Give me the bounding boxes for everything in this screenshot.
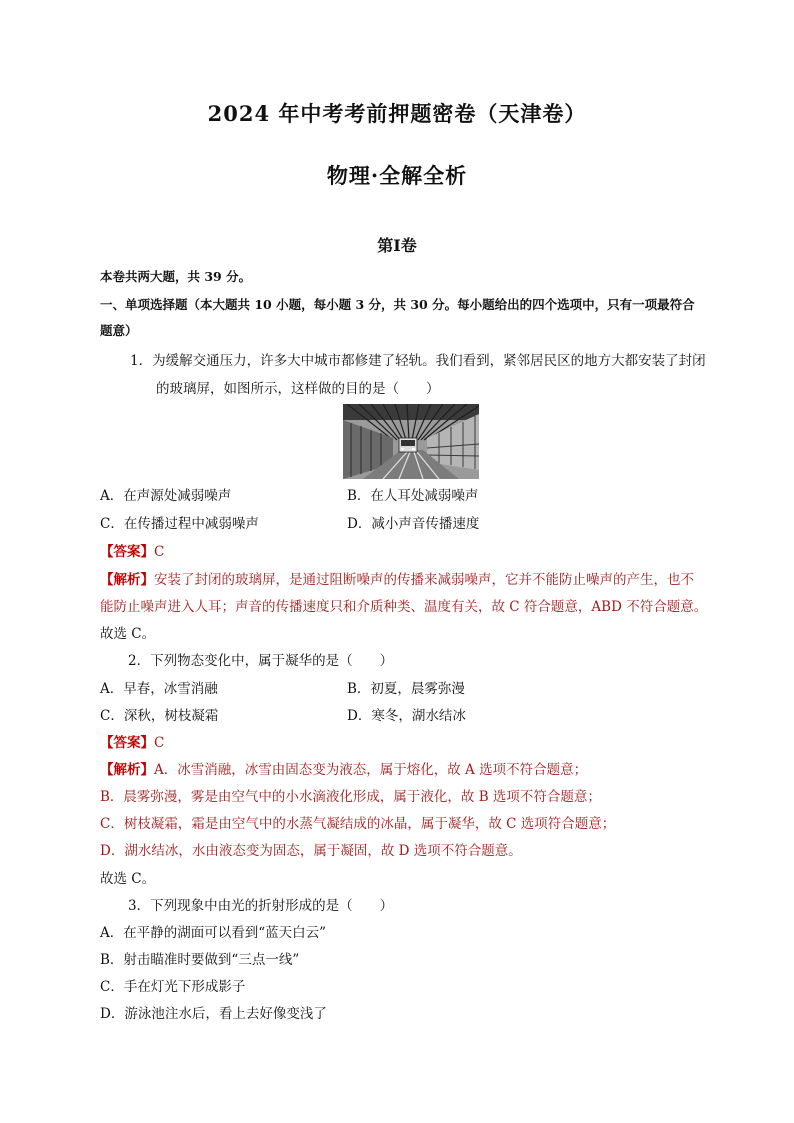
- analysis-label: 【解析】: [100, 762, 154, 778]
- page-title: 2024 年中考考前押题密卷（天津卷）: [207, 101, 587, 126]
- q2-answer: [100, 734, 164, 752]
- q3-option-b: B．射击瞄准时要做到“三点一线”: [100, 952, 300, 968]
- analysis-text: A．冰雪消融，冰雪由固态变为液态，属于熔化，故 A 选项不符合题意；: [154, 762, 588, 778]
- q3-option-a: A．在平静的湖面可以看到“蓝天白云”: [100, 925, 327, 941]
- q2-analysis-line2: B．晨雾弥漫，雾是由空气中的小水滴液化形成，属于液化，故 B 选项不符合题意；: [100, 789, 601, 805]
- q1-conclusion: 故选 C。: [100, 626, 156, 642]
- q2-conclusion: 故选 C。: [100, 871, 156, 887]
- paper-summary: 本卷共两大题，共 39 分。: [100, 269, 252, 284]
- answer-value: C: [154, 544, 165, 560]
- q2-stem: 2．下列物态变化中，属于凝华的是（ ）: [128, 653, 394, 669]
- q2-option-d: D．寒冬，湖水结冰: [347, 708, 466, 724]
- volume-heading: 第Ⅰ卷: [377, 236, 417, 255]
- analysis-text: 安装了封闭的玻璃屏，是通过阻断噪声的传播来减弱噪声，它并不能防止噪声的产生，也不: [154, 572, 694, 588]
- q2-analysis-line3: C．树枝凝霜，霜是由空气中的水蒸气凝结成的冰晶，属于凝华，故 C 选项符合题意；: [100, 816, 616, 832]
- section-heading-line1: 一、单项选择题（本大题共 10 小题，每小题 3 分，共 30 分。每小题给出的四个选项中，只有一项最符合: [100, 297, 695, 312]
- q1-answer: [100, 543, 164, 561]
- q3-stem: 3．下列现象中由光的折射形成的是（ ）: [128, 898, 394, 914]
- answer-label: 【答案】: [100, 544, 154, 560]
- q3-option-c: C．手在灯光下形成影子: [100, 979, 246, 995]
- section-heading-line2: 题意）: [100, 323, 138, 338]
- answer-label: 【答案】: [100, 735, 154, 751]
- q1-stem-line1: 1．为缓解交通压力，许多大中城市都修建了轻轨。我们看到，紧邻居民区的地方大都安装了封闭: [130, 353, 706, 369]
- q2-option-b: B．初夏，晨雾弥漫: [347, 681, 465, 697]
- q3-option-d: D．游泳池注水后，看上去好像变浅了: [100, 1006, 327, 1022]
- page-subtitle: 物理·全解全析: [326, 163, 468, 188]
- q1-option-d: D．减小声音传播速度: [347, 516, 480, 532]
- q1-stem-line2: 的玻璃屏，如图所示，这样做的目的是（ ）: [156, 381, 440, 397]
- analysis-label: 【解析】: [100, 572, 154, 588]
- answer-value: C: [154, 735, 165, 751]
- q1-analysis-line2: 能防止噪声进入人耳；声音的传播速度只和介质种类、温度有关，故 C 符合题意，ABD 不符合题意。: [100, 599, 708, 615]
- light-rail-photo: [343, 404, 479, 479]
- q2-option-c: C．深秋，树枝凝霜: [100, 708, 219, 724]
- q1-option-b: B．在人耳处减弱噪声: [347, 488, 479, 504]
- q2-analysis-line1: [100, 761, 587, 779]
- q2-option-a: A．早春，冰雪消融: [100, 681, 218, 697]
- q1-option-a: A．在声源处减弱噪声: [100, 488, 232, 504]
- q2-analysis-line4: D．湖水结冰，水由液态变为固态，属于凝固，故 D 选项不符合题意。: [100, 843, 522, 859]
- q1-option-c: C．在传播过程中减弱噪声: [100, 516, 259, 532]
- q1-analysis-line1: [100, 571, 694, 589]
